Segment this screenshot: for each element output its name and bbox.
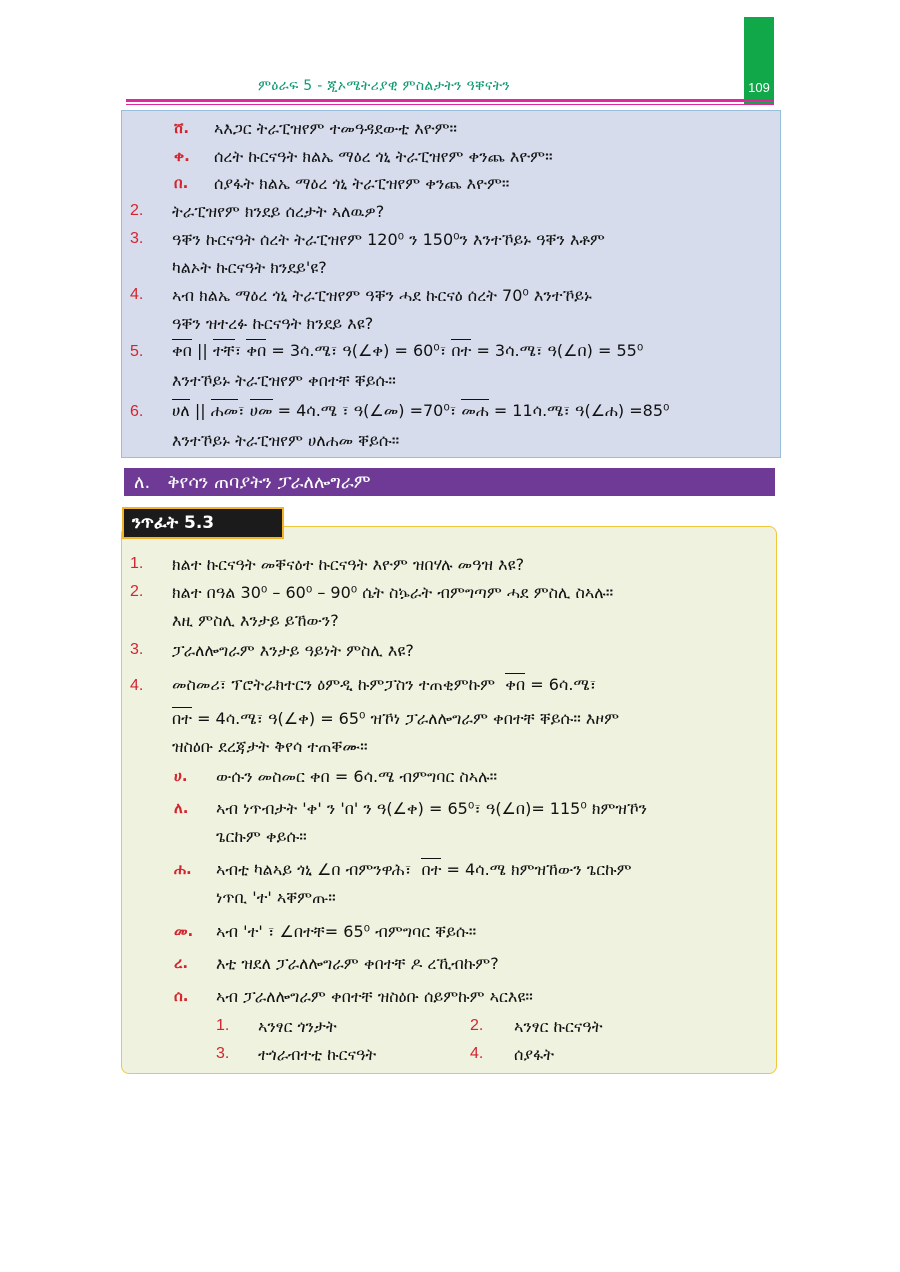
item-text: ሰያፋት ክልኤ ማዕረ ጎኒ ትራፒዝየም ቀንጨ እዮም። xyxy=(214,174,510,193)
section-heading xyxy=(134,472,371,493)
question-text-cont: ዓቐን ዝተረፉ ኩርናዓት ክንደይ እዩ? xyxy=(172,314,374,333)
item-marker: ሸ. xyxy=(174,119,190,137)
segment: በተ xyxy=(451,341,472,360)
item-marker: በ. xyxy=(174,174,189,192)
question-text: ክልተ ኩርናዓት መቐናዕተ ኩርናዓት እዮም ዝበሃሉ መዓዝ እዩ? xyxy=(172,555,525,574)
header-rule-thin xyxy=(126,104,774,105)
item-text: ሰረት ኩርናዓት ክልኤ ማዕረ ጎኒ ትራፒዝየም ቀንጨ እዮም። xyxy=(214,147,553,166)
question-number: 6. xyxy=(130,403,144,420)
exercise-box xyxy=(121,110,781,458)
step-marker: ረ. xyxy=(174,954,189,972)
option-number: 3. xyxy=(216,1045,230,1062)
step-text-part: ኣብቲ ካልኣይ ጎኒ ∠በ ብምንዋሕ፣ xyxy=(216,860,412,879)
step-text: ውሱን መስመር ቀበ = 6ሳ.ሜ ብምግባር ስኣሉ። xyxy=(216,767,498,786)
step-text-cont: ጌርኩም ቀይሱ። xyxy=(216,827,307,846)
given-values: = 4ሳ.ሜ ፣ ዓ(∠መ) =70⁰፣ xyxy=(277,401,457,420)
segment: ሐመ xyxy=(210,401,239,420)
step-text-cont: ነጥቢ 'ተ' ኣቐምጡ። xyxy=(216,888,336,907)
question-text-cont xyxy=(172,709,619,729)
question-number: 4. xyxy=(130,677,144,694)
step-marker: መ. xyxy=(174,922,194,940)
segment: ሀለ xyxy=(172,401,190,420)
question-text-cont: እዚ ምስሊ እንታይ ይኸውን? xyxy=(172,611,339,630)
step-text-part: = 4ሳ.ሜ ክምዝኸውን ጌርኩም xyxy=(446,860,632,879)
segment: ቀበ xyxy=(505,675,526,694)
page-number: 109 xyxy=(748,80,770,95)
segment: በተ xyxy=(421,860,442,879)
segment: ቀበ xyxy=(172,341,192,360)
step-text: ኣብ 'ተ' ፣ ∠በተቸ= 65⁰ ብምግባር ቐይሱ። xyxy=(216,922,477,941)
question-number: 3. xyxy=(130,641,144,658)
question-text: ትራፒዝየም ክንደይ ሰረታት ኣለዉዎ? xyxy=(172,202,385,221)
given-values: = 3ሳ.ሜ፣ ዓ(∠በ) = 55⁰ xyxy=(476,341,644,360)
option-text: ኣንፃር ጎንታት xyxy=(258,1017,337,1036)
question-text-cont: እንተኾይኑ ትራፒዝየም ሀለሐመ ቐይሱ። xyxy=(172,431,400,450)
question-text xyxy=(172,341,643,361)
question-text: ኣብ ክልኤ ማዕረ ጎኒ ትራፒዝየም ዓቐን ሓደ ኩርናዕ ሰረት 70⁰ እንተኾይኑ xyxy=(172,286,592,305)
question-text: ዓቐን ኩርናዓት ሰረት ትራፒዝየም 120⁰ ን 150⁰ን እንተኾይኑ ዓቐን እቶም xyxy=(172,230,605,249)
question-text-cont: እንተኾይኑ ትራፒዝየም ቀበተቸ ቐይሱ። xyxy=(172,371,396,390)
step-text: ኣብ ፓራለሎግራም ቀበተቸ ዝስዕቡ ሰይምኩም ኣርእዩ። xyxy=(216,987,533,1006)
option-number: 4. xyxy=(470,1045,484,1062)
question-text: ፓራለሎግራም እንታይ ዓይነት ምስሊ እዩ? xyxy=(172,641,414,660)
question-text: ክልተ በዓል 30⁰ – 60⁰ – 90⁰ ሴት ስኴራት ብምግጣም ሓደ ምስሊ ስኣሉ። xyxy=(172,583,614,602)
separator: ፣ xyxy=(238,401,245,420)
activity-box xyxy=(121,526,777,1074)
parallel-symbol: || xyxy=(197,341,208,360)
section-heading-bar xyxy=(124,468,775,496)
question-text-cont: ካልኦት ኩርናዓት ክንደይ'ዩ? xyxy=(172,258,327,277)
given-values: = 6ሳ.ሜ፣ xyxy=(530,675,597,694)
question-number: 3. xyxy=(130,230,144,247)
option-number: 1. xyxy=(216,1017,230,1034)
step-marker: ለ. xyxy=(174,799,189,817)
instruction-text: መስመሪ፣ ፕሮትራክተርን ዕምዲ ኩምፓስን ተጠቂምኩም xyxy=(172,675,496,694)
question-text xyxy=(172,401,669,421)
item-text: ኣእጋር ትራፒዝየም ተመዓዳደውቲ እዮም። xyxy=(214,119,458,138)
question-number: 4. xyxy=(130,286,144,303)
segment: ተቸ xyxy=(212,341,235,360)
question-number: 5. xyxy=(130,343,144,360)
section-title: ቅየሳን ጠባያትን ፓራለሎግራም xyxy=(167,472,371,493)
header-rule xyxy=(126,99,774,102)
step-marker: ሰ. xyxy=(174,987,189,1005)
step-marker: ሀ. xyxy=(174,767,188,785)
segment: ሀመ xyxy=(249,401,273,420)
given-values: = 4ሳ.ሜ፣ ዓ(∠ቀ) = 65⁰ ዝኾነ ፓራለሎግራም ቀበተቸ ቐይሱ። እዞም xyxy=(197,709,620,728)
section-marker: ለ. xyxy=(134,472,151,493)
option-text: ተጎራብተቲ ኩርናዓት xyxy=(258,1045,377,1064)
question-number: 1. xyxy=(130,555,144,572)
separator: ፣ xyxy=(234,341,242,360)
question-text-cont: ዝስዕቡ ደረጃታት ቅየሳ ተጠቐሙ። xyxy=(172,737,368,756)
step-text xyxy=(216,860,632,880)
step-text: ኣብ ነጥብታት 'ቀ' ን 'በ' ን ዓ(∠ቀ) = 65⁰፣ ዓ(∠በ)= 115⁰ ክምዝኾን xyxy=(216,799,648,818)
step-marker: ሐ. xyxy=(174,860,192,878)
given-values: = 11ሳ.ሜ፣ ዓ(∠ሐ) =85⁰ xyxy=(493,401,670,420)
option-text: ሰያፋት xyxy=(514,1045,555,1064)
step-text: እቲ ዝደለ ፓራለሎግራም ቀበተቸ ዶ ረኺብኩም? xyxy=(216,954,499,973)
chapter-header: ምዕራፍ 5 - ጂኦሜትሪያዊ ምስልታትን ዓቐናትን xyxy=(258,78,511,94)
parallel-symbol: || xyxy=(194,401,206,420)
given-values: = 3ሳ.ሜ፣ ዓ(∠ቀ) = 60⁰፣ xyxy=(271,341,447,360)
option-number: 2. xyxy=(470,1017,484,1034)
question-text xyxy=(172,675,596,695)
question-number: 2. xyxy=(130,583,144,600)
segment: መሐ xyxy=(461,401,489,420)
segment: ቀበ xyxy=(246,341,267,360)
segment: በተ xyxy=(172,709,192,728)
item-marker: ቀ. xyxy=(174,147,190,165)
activity-label xyxy=(122,507,284,539)
option-text: ኣንፃር ኩርናዓት xyxy=(514,1017,603,1036)
question-number: 2. xyxy=(130,202,144,219)
activity-title: ንጥፈት 5.3 xyxy=(132,513,215,533)
